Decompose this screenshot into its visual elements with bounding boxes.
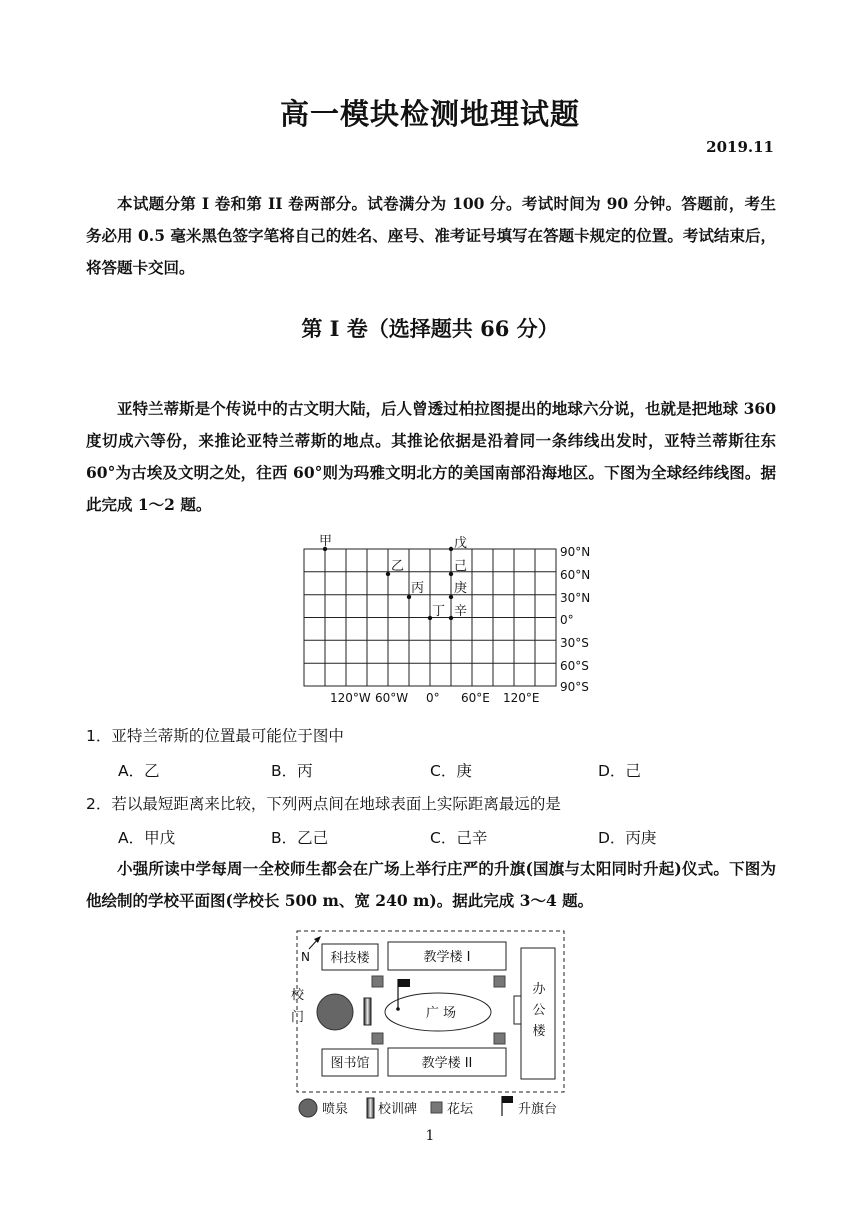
q2-option-c: C．己辛 — [430, 829, 488, 847]
q1-option-d: D．己 — [598, 762, 641, 780]
q2-option-b: B．乙己 — [271, 829, 329, 847]
tech-building-label: 科技楼 — [330, 951, 370, 966]
legend-flowerbed-label: 花坛 — [447, 1102, 474, 1117]
office-entrance — [514, 996, 521, 1024]
legend-flag-label: 升旗台 — [518, 1102, 558, 1117]
lon-label-60e: 60°E — [461, 691, 490, 705]
label-xin: 辛 — [454, 604, 468, 619]
point-wu — [449, 547, 453, 551]
library-label: 图书馆 — [330, 1056, 370, 1071]
fountain — [317, 994, 353, 1030]
legend-flowerbed-icon — [431, 1102, 442, 1113]
flag-icon — [398, 979, 410, 987]
lat-label-0: 0° — [560, 613, 574, 627]
label-ding: 丁 — [432, 604, 446, 619]
gate-label-1: 校 — [291, 988, 305, 1003]
passage-2 — [86, 853, 776, 917]
page-title: 高一模块检测地理试题 — [279, 97, 580, 131]
lat-label-60n: 60°N — [560, 568, 591, 582]
legend-motto-label: 校训碑 — [378, 1102, 418, 1117]
label-yi: 乙 — [391, 559, 405, 574]
label-wu: 戊 — [454, 536, 468, 551]
school-plan-map — [280, 924, 580, 1124]
lat-label-90s: 90°S — [560, 680, 589, 694]
section-title: 第 I 卷（选择题共 66 分） — [301, 316, 559, 341]
flowerbed-sw — [372, 1033, 383, 1044]
legend-flag-icon — [502, 1096, 513, 1103]
gate-label-2: 门 — [291, 1010, 305, 1025]
label-bing: 丙 — [411, 581, 425, 596]
lon-label-0: 0° — [426, 691, 440, 705]
point-yi — [386, 572, 390, 576]
office-label-2: 公 — [532, 1003, 546, 1018]
q1-option-b: B．丙 — [271, 762, 313, 780]
lat-lon-grid-map — [290, 532, 600, 712]
q2-option-d: D．丙庚 — [598, 829, 657, 847]
point-ji — [449, 572, 453, 576]
office-label-1: 办 — [532, 982, 546, 997]
office-label-3: 楼 — [532, 1024, 546, 1039]
passage-2-text: 小强所读中学每周一全校师生都会在广场上举行庄严的升旗(国旗与太阳同时升起)仪式。下图为他绘制的学校平面图(学校长 500 m、宽 240 m)。据此完成 3～4 题。 — [86, 859, 776, 910]
lat-label-30s: 30°S — [560, 636, 589, 650]
lat-label-90n: 90°N — [560, 545, 591, 559]
label-jia: 甲 — [319, 534, 333, 549]
point-xin — [449, 616, 453, 620]
lon-label-60w: 60°W — [375, 691, 409, 705]
lon-label-120w: 120°W — [330, 691, 371, 705]
legend-fountain-label: 喷泉 — [322, 1102, 349, 1117]
flowerbed-ne — [494, 976, 505, 987]
flowerbed-se — [494, 1033, 505, 1044]
school-motto-stele — [364, 998, 371, 1025]
passage-1 — [86, 393, 776, 521]
legend-fountain-icon — [299, 1099, 317, 1117]
label-geng: 庚 — [454, 581, 468, 596]
q1-option-a: A．乙 — [118, 762, 160, 780]
teaching-building-1-label: 教学楼 I — [423, 950, 471, 965]
question-2-stem: 2．若以最短距离来比较，下列两点间在地球表面上实际距离最远的是 — [86, 795, 561, 813]
flowerbed-nw — [372, 976, 383, 987]
exam-date: 2019.11 — [706, 138, 774, 156]
question-1-stem: 1．亚特兰蒂斯的位置最可能位于图中 — [86, 727, 344, 745]
point-geng — [449, 595, 453, 599]
intro-paragraph — [86, 188, 776, 284]
north-label: N — [301, 950, 310, 964]
intro-text: 本试题分第 I 卷和第 II 卷两部分。试卷满分为 100 分。考试时间为 90 分钟。答题前，考生务必用 0.5 毫米黑色签字笔将自己的姓名、座号、准考证号填写在答题卡规定的位置。考试结束后，将答题卡交回。 — [86, 194, 776, 277]
legend-motto-icon — [367, 1098, 374, 1118]
lon-label-120e: 120°E — [503, 691, 540, 705]
lat-label-60s: 60°S — [560, 659, 589, 673]
teaching-building-2-label: 教学楼 II — [421, 1056, 473, 1071]
square-label: 广 场 — [425, 1006, 457, 1021]
q2-option-a: A．甲戊 — [118, 829, 176, 847]
page-number: 1 — [425, 1128, 435, 1144]
lat-label-30n: 30°N — [560, 591, 591, 605]
q1-option-c: C．庚 — [430, 762, 472, 780]
label-ji: 己 — [454, 559, 468, 574]
passage-1-text: 亚特兰蒂斯是个传说中的古文明大陆，后人曾透过柏拉图提出的地球六分说，也就是把地球 360 度切成六等份，来推论亚特兰蒂斯的地点。其推论依据是沿着同一条纬线出发时，亚特兰蒂斯往东 60°为古埃及文明之处，往西 60°则为玛雅文明北方的美国南部沿海地区。下图为全球经纬线图。据此完成 1～2 题。 — [86, 399, 776, 514]
